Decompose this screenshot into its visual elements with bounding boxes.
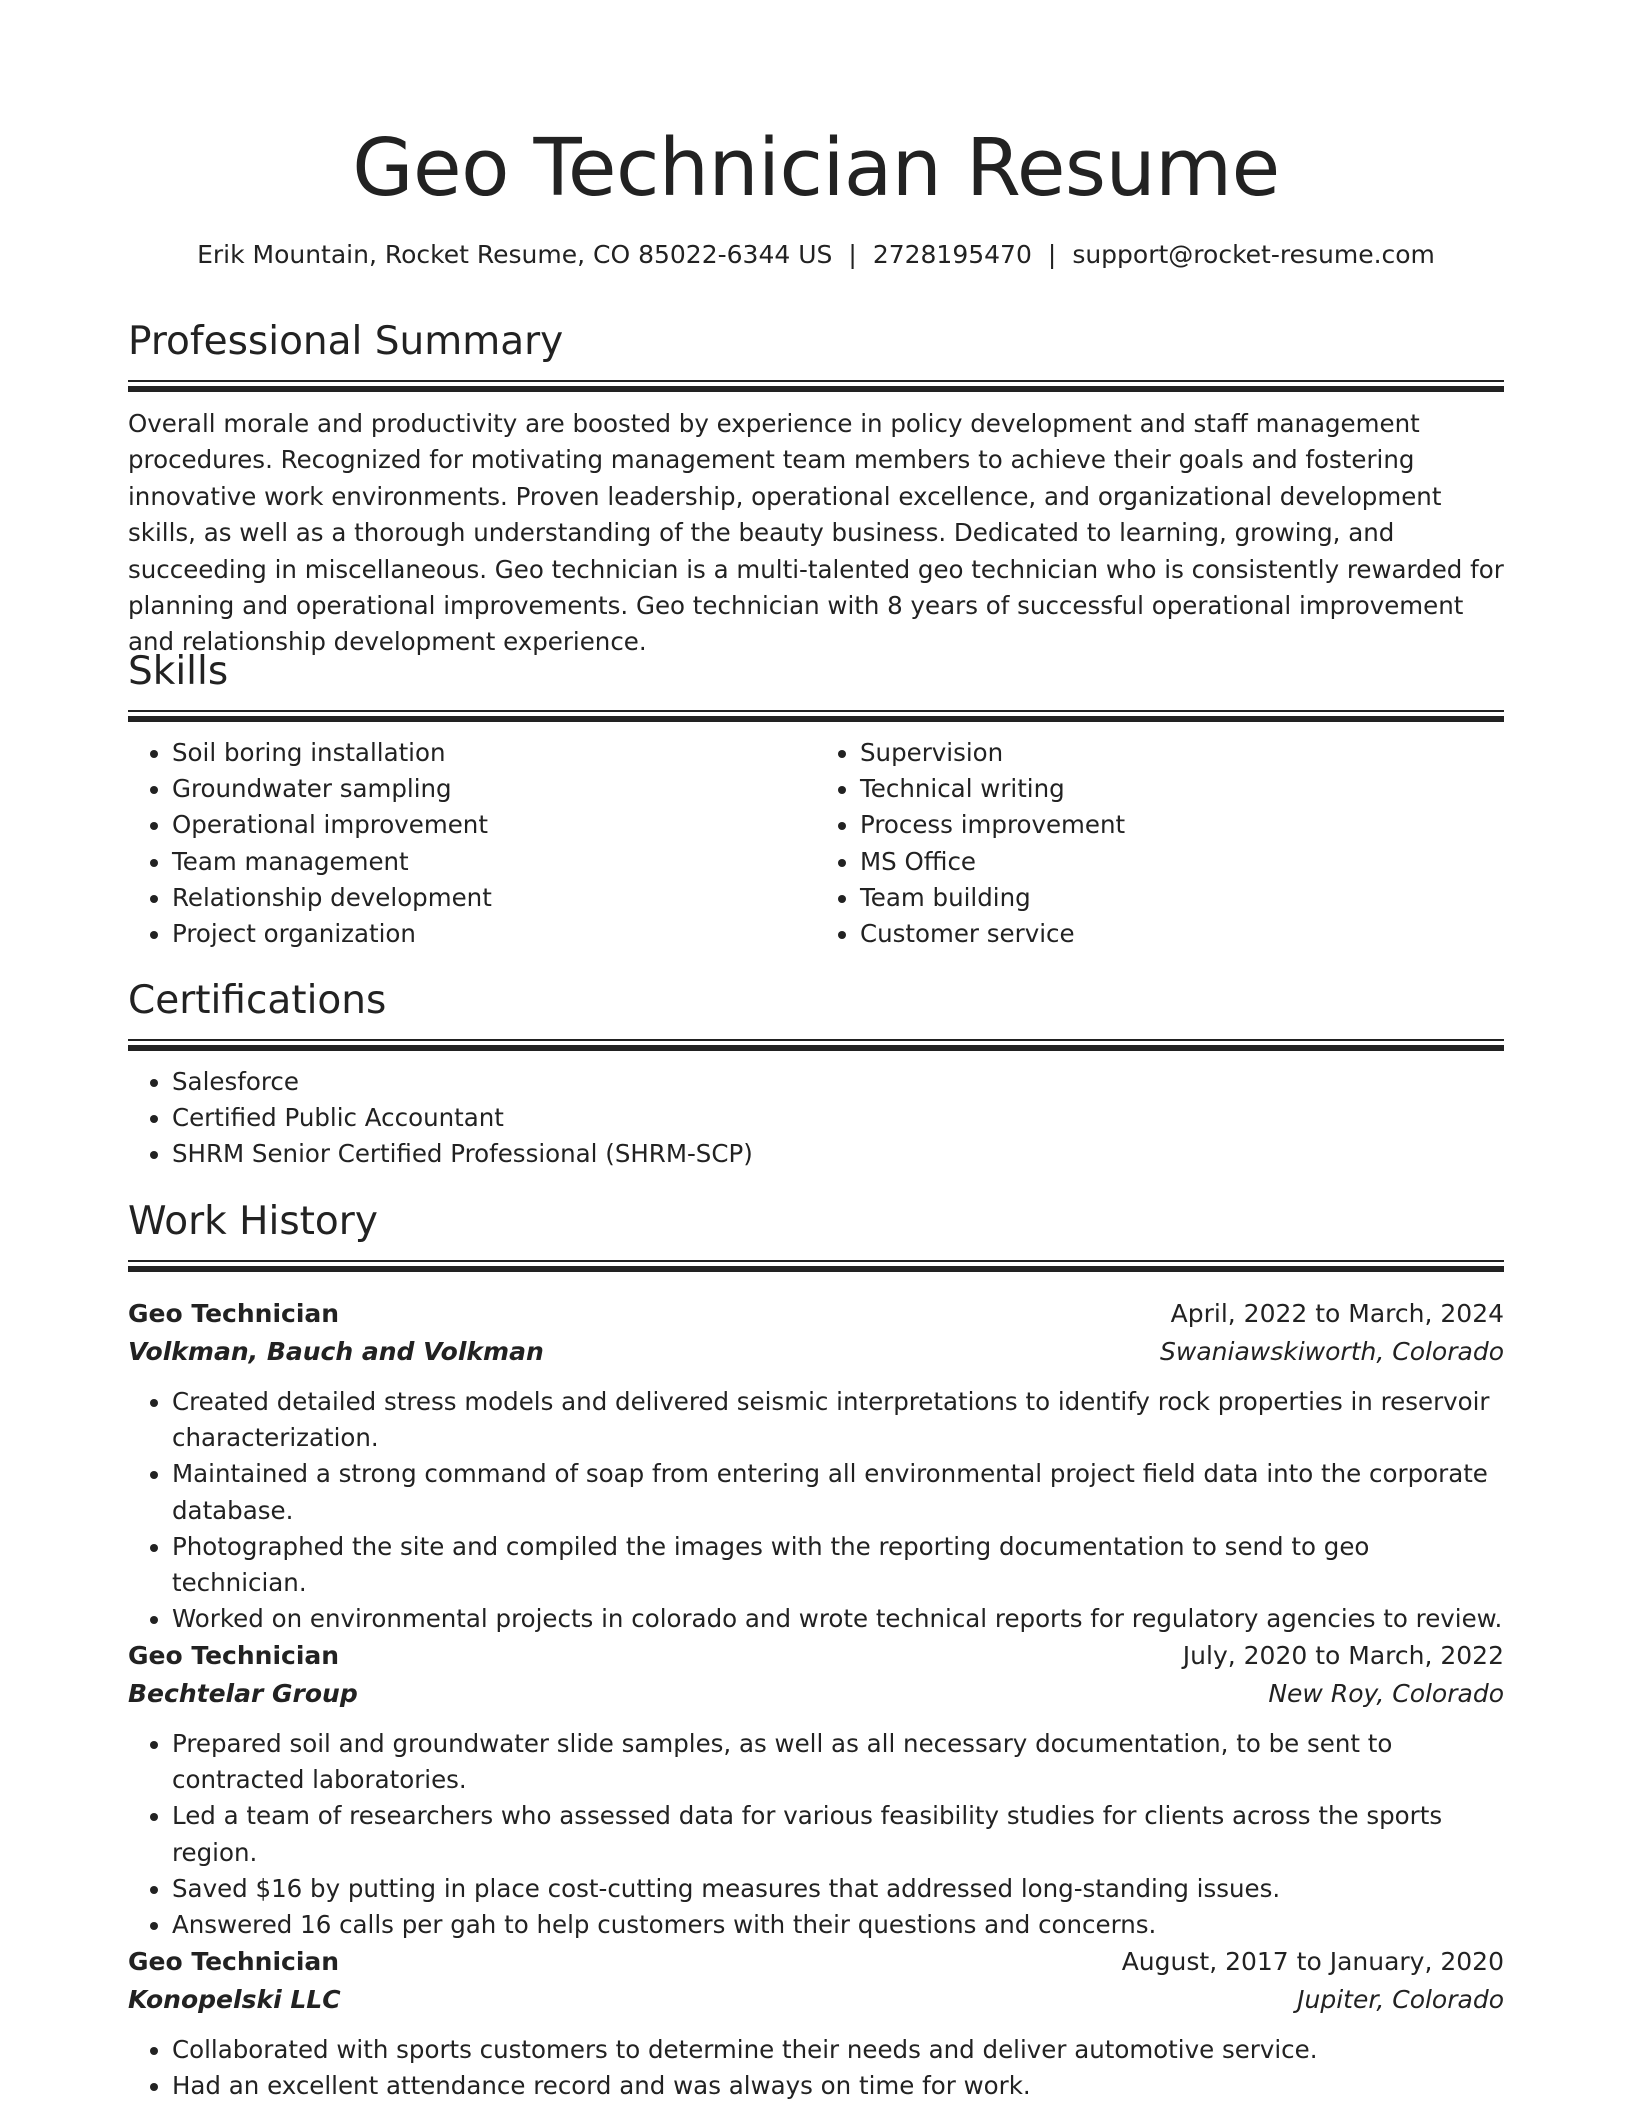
certification-item: • Salesforce [172,1064,1504,1100]
contact-phone: 2728195470 [872,240,1032,269]
job-entry [128,1295,1504,1637]
section-divider [128,710,1504,722]
job-entry [128,1637,1504,1943]
job-bullet: • Collaborated with sports customers to determine their needs and deliver automotive service. [172,2032,1504,2068]
job-bullet: • Photographed the site and compiled the images with the reporting documentation to send to geo technician. [172,1529,1504,1601]
job-title: Geo Technician [128,1947,340,1976]
job-bullet: • Maintained a strong command of soap from entering all environmental project field data into the corporate database. [172,1456,1504,1528]
skills-section [128,647,1504,952]
job-bullet: • Led a team of researchers who assessed data for various feasibility studies for clients across the sports region. [172,1798,1504,1870]
job-company: Bechtelar Group [128,1679,358,1708]
section-heading: Work History [128,1199,378,1244]
job-header-row [128,1295,1504,1333]
section-divider [128,1039,1504,1051]
job-location: Swaniawskiworth, Colorado [1160,1337,1504,1366]
job-company: Konopelski LLC [128,1985,341,2014]
section-heading: Skills [128,649,229,694]
job-bullets [128,1384,1504,1637]
job-bullet: • Had an excellent attendance record and was always on time for work. [172,2068,1504,2104]
skill-item: • Operational improvement [172,807,816,843]
certifications-list [128,1064,1504,1173]
section-heading: Professional Summary [128,319,564,364]
contact-address: Erik Mountain, Rocket Resume, CO 85022-6344 US [197,240,833,269]
job-company: Volkman, Bauch and Volkman [128,1337,544,1366]
section-heading: Certifications [128,978,387,1023]
section-divider [128,380,1504,392]
job-location: Jupiter, Colorado [1297,1985,1504,2014]
skills-columns [128,735,1504,952]
skill-item: • Supervision [860,735,1504,771]
job-bullet: • Answered 16 calls per gah to help customers with their questions and concerns. [172,1907,1504,1943]
job-title: Geo Technician [128,1299,340,1328]
skill-item: • Groundwater sampling [172,771,816,807]
summary-section [128,317,1504,661]
job-title: Geo Technician [128,1641,340,1670]
skill-item: • Team management [172,844,816,880]
job-bullet: • Prepared soil and groundwater slide samples, as well as all necessary documentation, to be sent to contracted laboratories. [172,1726,1504,1798]
certification-item: • Certified Public Accountant [172,1100,1504,1136]
summary-text: Overall morale and productivity are boosted by experience in policy development and staff management procedures. Recognized for motivating management team members to achieve their goals and fostering innovative work environments. Proven leadership, operational excellence, and organizational development skills, as well as a thorough understanding of the beauty business. Dedicated to learning, growing, and succeeding in miscellaneous. Geo technician is a multi-talented geo technician who is consistently rewarded for planning and operational improvements. Geo technician with 8 years of successful operational improvement and relationship development experience. [128,409,1504,657]
skills-list-left [128,735,816,952]
job-location: New Roy, Colorado [1268,1679,1504,1708]
job-dates: July, 2020 to March, 2022 [1182,1641,1504,1670]
job-company-row [128,1675,1504,1713]
contact-separator: | [1047,240,1057,269]
skills-list-right [816,735,1504,952]
skill-item: • Relationship development [172,880,816,916]
skill-item: • Soil boring installation [172,735,816,771]
job-bullet: • Worked on environmental projects in colorado and wrote technical reports for regulatory agencies to review. [172,1601,1504,1637]
skill-item: • Team building [860,880,1504,916]
job-dates: April, 2022 to March, 2024 [1170,1299,1504,1328]
contact-separator: | [848,240,857,269]
document-title: Geo Technician Resume [352,122,1280,214]
job-company-row [128,1333,1504,1371]
contact-email: support@rocket-resume.com [1072,240,1435,269]
skill-item: • MS Office [860,844,1504,880]
certification-item: • SHRM Senior Certified Professional (SHRM-SCP) [172,1136,1504,1172]
job-bullets [128,2032,1504,2104]
job-entry [128,1943,1504,2104]
skill-item: • Customer service [860,916,1504,952]
job-bullet: • Created detailed stress models and delivered seismic interpretations to identify rock properties in reservoir characterization. [172,1384,1504,1456]
skill-item: • Process improvement [860,807,1504,843]
work-history-section [128,1197,1504,1272]
job-bullets [128,1726,1504,1943]
job-dates: August, 2017 to January, 2020 [1121,1947,1504,1976]
job-bullet: • Saved $16 by putting in place cost-cutting measures that addressed long-standing issues. [172,1871,1504,1907]
skill-item: • Technical writing [860,771,1504,807]
job-company-row [128,1981,1504,2019]
contact-line [0,238,1632,272]
job-header-row [128,1943,1504,1981]
section-divider [128,1260,1504,1272]
job-header-row [128,1637,1504,1675]
certifications-section [128,976,1504,1173]
skill-item: • Project organization [172,916,816,952]
